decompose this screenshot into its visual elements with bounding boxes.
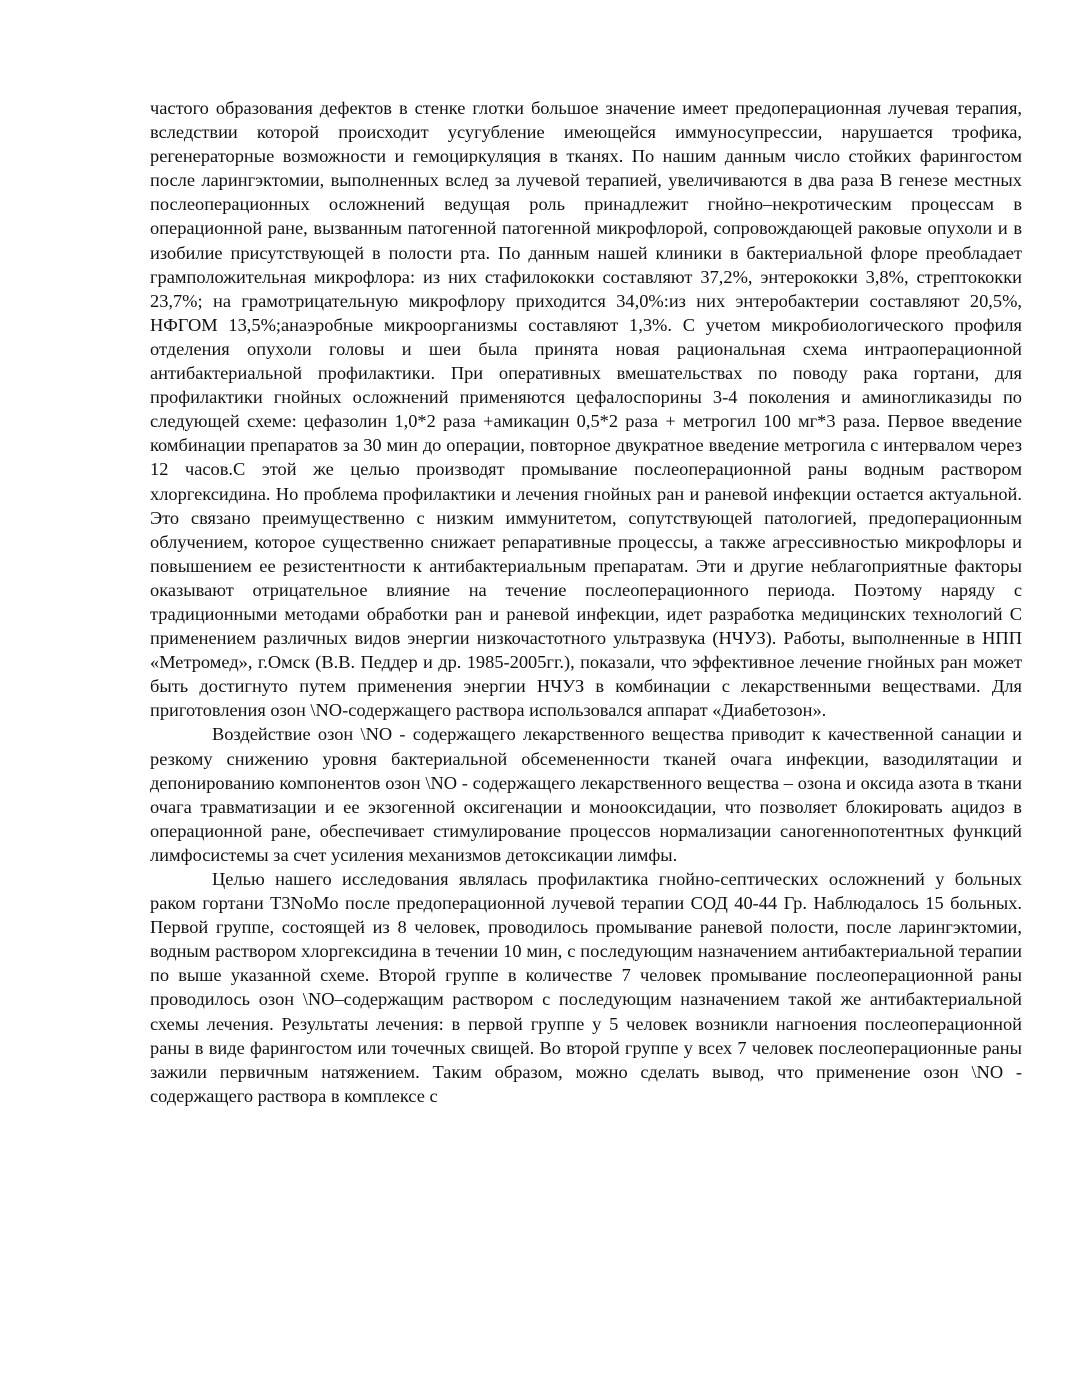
paragraph-2: Воздействие озон \NO - содержащего лекарственного вещества приводит к качественной санации и резкому снижению уровня бактериальной обсемененности тканей очага инфекции, вазодилятации и депонированию компонентов озон \NO - содержащего лекарственного вещества – озона и оксида азота в ткани очага травматизации и ее экзогенной оксигенации и монооксидации, что позволяет блокировать ацидоз в операционной ране, обеспечивает стимулирование процессов нормализации саногеннопотентных функций лимфосистемы за счет усиления механизмов детоксикации лимфы. — [150, 724, 1022, 865]
paragraph-1: частого образования дефектов в стенке глотки большое значение имеет предоперационная лучевая терапия, вследствии которой происходит усугубление имеющейся иммуносупрессии, нарушается трофика, регенераторные возможности и гемоциркуляция в тканях. По нашим данным число стойких фарингостом после ларингэктомии, выполненных вслед за лучевой терапией, увеличиваются в два раза В генезе местных послеоперационных осложнений ведущая роль принадлежит гнойно–некротическим процессам в операционной ране, вызванным патогенной патогенной микрофлорой, сопровождающей раковые опухоли и в изобилие присутствующей в полости рта. По данным нашей клиники в бактериальной флоре преобладает грамположительная микрофлора: из них стафилококки составляют 37,2%, энтерококки 3,8%, стрептококки 23,7%; на грамотрицательную микрофлору приходится 34,0%:из них энтеробактерии составляют 20,5%, НФГОМ 13,5%;анаэробные микроорганизмы составляют 1,3%. С учетом микробиологического профиля отделения опухоли головы и шеи была принята новая рациональная схема интраоперационной антибактериальной профилактики. При оперативных вмешательствах по поводу рака гортани, для профилактики гнойных осложнений применяются цефалоспорины 3-4 поколения и аминогликазиды по следующей схеме: цефазолин 1,0*2 раза +амикацин 0,5*2 раза + метрогил 100 мг*3 раза. Первое введение комбинации препаратов за 30 мин до операции, повторное двукратное введение метрогила с интервалом через 12 часов.С этой же целью производят промывание послеоперационной раны водным раствором хлоргексидина. Но проблема профилактики и лечения гнойных ран и раневой инфекции остается актуальной. Это связано преимущественно с низким иммунитетом, сопутствующей патологией, предоперационным облучением, которое существенно снижает репаративные процессы, а также агрессивностью микрофлоры и повышением ее резистентности к антибактериальным препаратам. Эти и другие неблагоприятные факторы оказывают отрицательное влияние на течение послеоперационного периода. Поэтому наряду с традиционными методами обработки ран и раневой инфекции, идет разработка медицинских технологий С применением различных видов энергии низкочастотного ультразвука (НЧУЗ). Работы, выполненные в НПП «Метромед», г.Омск (В.В. Педдер и др. 1985-2005гг.), показали, что эффективное лечение гнойных ран может быть достигнуто путем применения энергии НЧУЗ в комбинации с лекарственными веществами. Для приготовления озон \NO-содержащего раствора использовался аппарат «Диабетозон». — [150, 98, 1022, 721]
paragraph-3: Целью нашего исследования являлась профилактика гнойно-септических осложнений у больных раком гортани T3NoMo после предоперационной лучевой терапии СОД 40-44 Гр. Наблюдалось 15 больных. Первой группе, состоящей из 8 человек, проводилось промывание раневой полости, после ларингэктомии, водным раствором хлоргексидина в течении 10 мин, с последующим назначением антибактериальной терапии по выше указанной схеме. Второй группе в количестве 7 человек промывание послеоперационной раны проводилось озон \NO–содержащим раствором с последующим назначением такой же антибактериальной схемы лечения. Результаты лечения: в первой группе у 5 человек возникли нагноения послеоперационной раны в виде фарингостом или точечных свищей. Во второй группе у всех 7 человек послеоперационные раны зажили первичным натяжением. Таким образом, можно сделать вывод, что применение озон \NO - содержащего раствора в комплексе с — [150, 869, 1022, 1106]
document-page — [150, 96, 1022, 1108]
